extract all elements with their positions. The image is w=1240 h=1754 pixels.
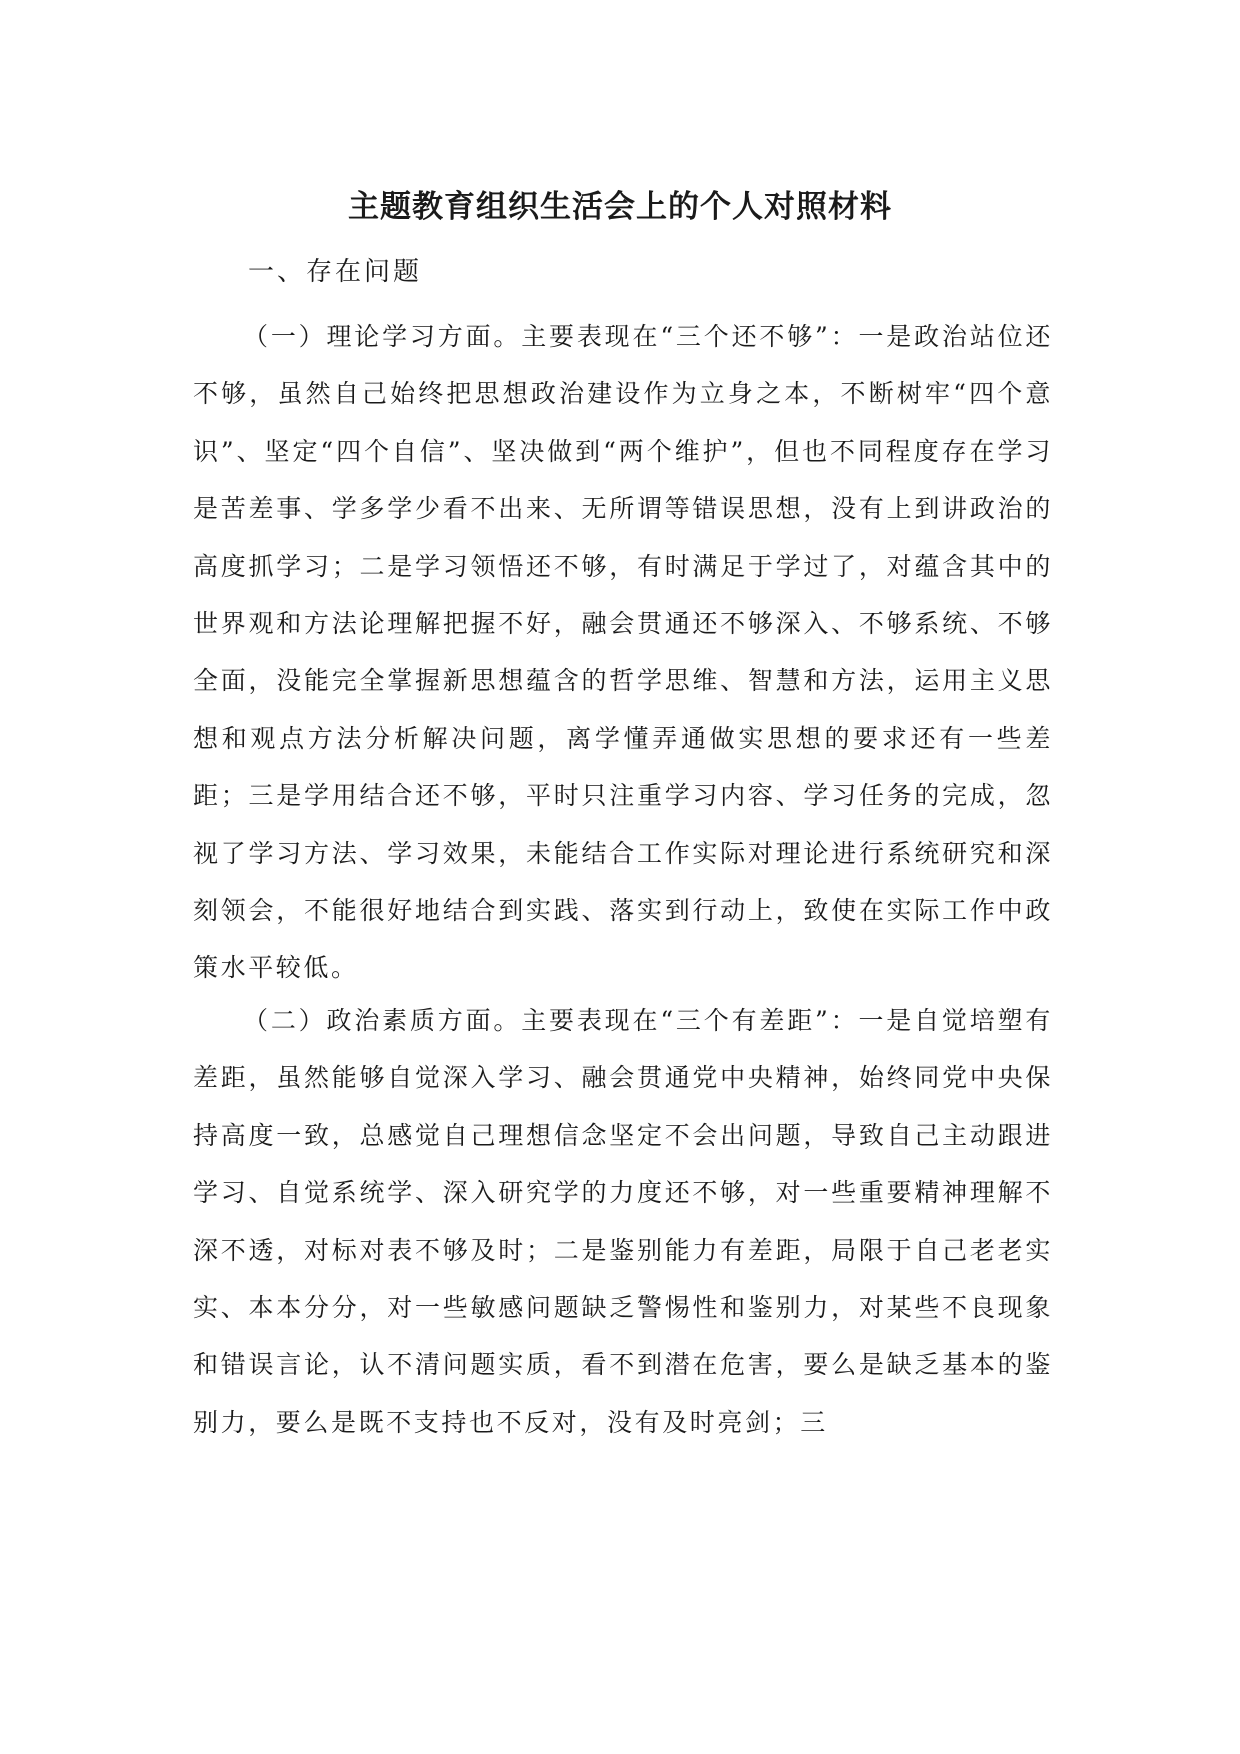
paragraph-theory-study: （一）理论学习方面。主要表现在“三个还不够”：一是政治站位还不够，虽然自己始终把思想政治建设作为立身之本，不断树牢“四个意识”、坚定“四个自信”、坚决做到“两个维护”，但也不同程度存在学习是苦差事、学多学少看不出来、无所谓等错误思想，没有上到讲政治的高度抓学习；二是学习领悟还不够，有时满足于学过了，对蕴含其中的世界观和方法论理解把握不好，融会贯通还不够深入、不够系统、不够全面，没能完全掌握新思想蕴含的哲学思维、智慧和方法，运用主义思想和观点方法分析解决问题，离学懂弄通做实思想的要求还有一些差距；三是学用结合还不够，平时只注重学习内容、学习任务的完成，忽视了学习方法、学习效果，未能结合工作实际对理论进行系统研究和深刻领会，不能很好地结合到实践、落实到行动上，致使在实际工作中政策水平较低。 [193, 322, 1053, 983]
document-title: 主题教育组织生活会上的个人对照材料 [348, 189, 892, 225]
paragraph-political-quality: （二）政治素质方面。主要表现在“三个有差距”：一是自觉培塑有差距，虽然能够自觉深入学习、融会贯通党中央精神，始终同党中央保持高度一致，总感觉自己理想信念坚定不会出问题，导致自己主动跟进学习、自觉系统学、深入研究学的力度还不够，对一些重要精神理解不深不透，对标对表不够及时；二是鉴别能力有差距，局限于自己老老实实、本本分分，对一些敏感问题缺乏警惕性和鉴别力，对某些不良现象和错误言论，认不清问题实质，看不到潜在危害，要么是缺乏基本的鉴别力，要么是既不支持也不反对，没有及时亮剑；三 [193, 1006, 1053, 1437]
section-heading: 一、存在问题 [248, 257, 423, 287]
